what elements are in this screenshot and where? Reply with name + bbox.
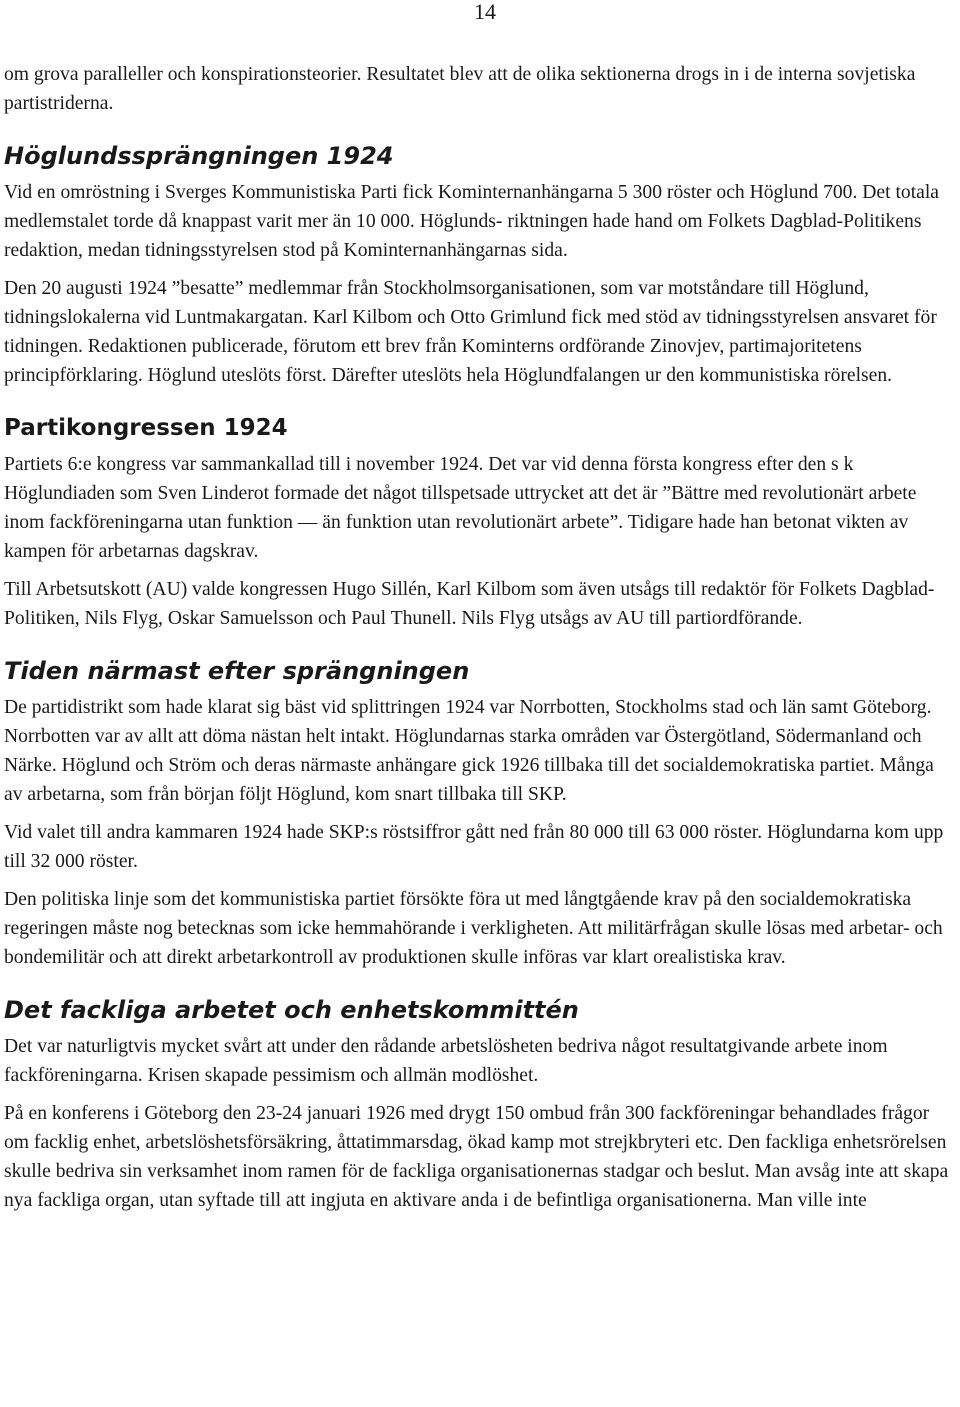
paragraph-6e-kongress: Partiets 6:e kongress var sammankallad till i november 1924. Det var vid denna första kongress efter den s k Höglundiaden som Sven Linderot formade det något tillspetsade uttrycket att det är ”Bättre med revolutionärt arbete inom fackföreningarna utan funktion — än funktion utan revolutionärt arbete”. Tidigare hade han betonat vikten av kampen för arbetarnas dagskrav. [4,454,917,562]
paragraph-20-augusti: Den 20 augusti 1924 ”besatte” medlemmar från Stockholmsorganisationen, som var motståndare till Höglund, tidningslokalerna vid Luntmakargatan. Karl Kilbom och Otto Grimlund fick med stöd av tidningsstyrelsen ansvaret för tidningen. Redaktionen publicerade, förutom ett brev från Kominterns ordförande Zinovjev, partimajoritetens principförklaring. Höglund uteslöts först. Därefter uteslöts hela Höglundfalangen ur den kommunistiska rörelsen. [4,278,937,386]
heading-partikongressen: Partikongressen 1924 [4,415,288,441]
paragraph-valet-1924: Vid valet till andra kammaren 1924 hade SKP:s röstsiffror gått ned från 80 000 till 63 000 röster. Höglundarna kom upp till 32 000 röster. [4,822,944,872]
heading-fackliga-arbetet: Det fackliga arbetet och enhetskommittén [4,996,579,1024]
page-content [4,60,956,1224]
page-number: 14 [474,0,496,24]
paragraph-partidistrikt: De partidistrikt som hade klarat sig bäst vid splittringen 1924 var Norrbotten, Stockholms stad och län samt Göteborg. Norrbotten var av allt att döma nästan helt intakt. Höglundarnas starka områden var Östergötland, Södermanland och Närke. Höglund och Ström och deras närmaste anhängare gick 1926 tillbaka till det socialdemokratiska partiet. Många av arbetarna, som från början följt Höglund, kom snart tillbaka till SKP. [4,697,934,805]
paragraph-arbetsutskott: Till Arbetsutskott (AU) valde kongressen Hugo Sillén, Karl Kilbom som även utsågs till redaktör för Folkets Dagblad-Politiken, Nils Flyg, Oskar Samuelsson och Paul Thunell. Nils Flyg utsågs av AU till partiordförande. [4,579,935,629]
paragraph-intro: om grova paralleller och konspirationsteorier. Resultatet blev att de olika sektionerna drogs in i de interna sovjetiska partistriderna. [4,64,916,114]
paragraph-arbetslosheten: Det var naturligtvis mycket svårt att under den rådande arbetslösheten bedriva något resultatgivande arbete inom fackföreningarna. Krisen skapade pessimism och allmän modlöshet. [4,1036,888,1086]
paragraph-omrostning: Vid en omröstning i Sverges Kommunistiska Parti fick Kominternanhängarna 5 300 röster och Höglund 700. Det totala medlemstalet torde då knappast varit mer än 10 000. Höglunds- riktningen hade hand om Folkets Dagblad-Politikens redaktion, medan tidningsstyrelsen stod på Kominternanhängarnas sida. [4,182,939,261]
paragraph-politiska-linje: Den politiska linje som det kommunistiska partiet försökte föra ut med långtgående krav på den socialdemokratiska regeringen måste nog betecknas som icke hemmahörande i verkligheten. Att militärfrågan skulle lösas med arbetar- och bondemilitär och att direkt arbetarkontroll av produktionen skulle införas var klart orealistiska krav. [4,889,943,968]
heading-tiden-narmast: Tiden närmast efter sprängningen [4,657,470,685]
heading-hoglundssprangningen: Höglundssprängningen 1924 [4,142,394,170]
paragraph-konferens-goteborg: På en konferens i Göteborg den 23-24 januari 1926 med drygt 150 ombud från 300 fackföreningar behandlades frågor om facklig enhet, arbetslöshetsförsäkring, åttatimmarsdag, ökad kamp mot strejkbryteri etc. Den fackliga enhetsrörelsen skulle bedriva sin verksamhet inom ramen för de fackliga organisationernas stadgar och beslut. Man avsåg inte att skapa nya fackliga organ, utan syftade till att ingjuta en aktivare anda i de befintliga organisationerna. Man ville inte [4,1103,949,1211]
